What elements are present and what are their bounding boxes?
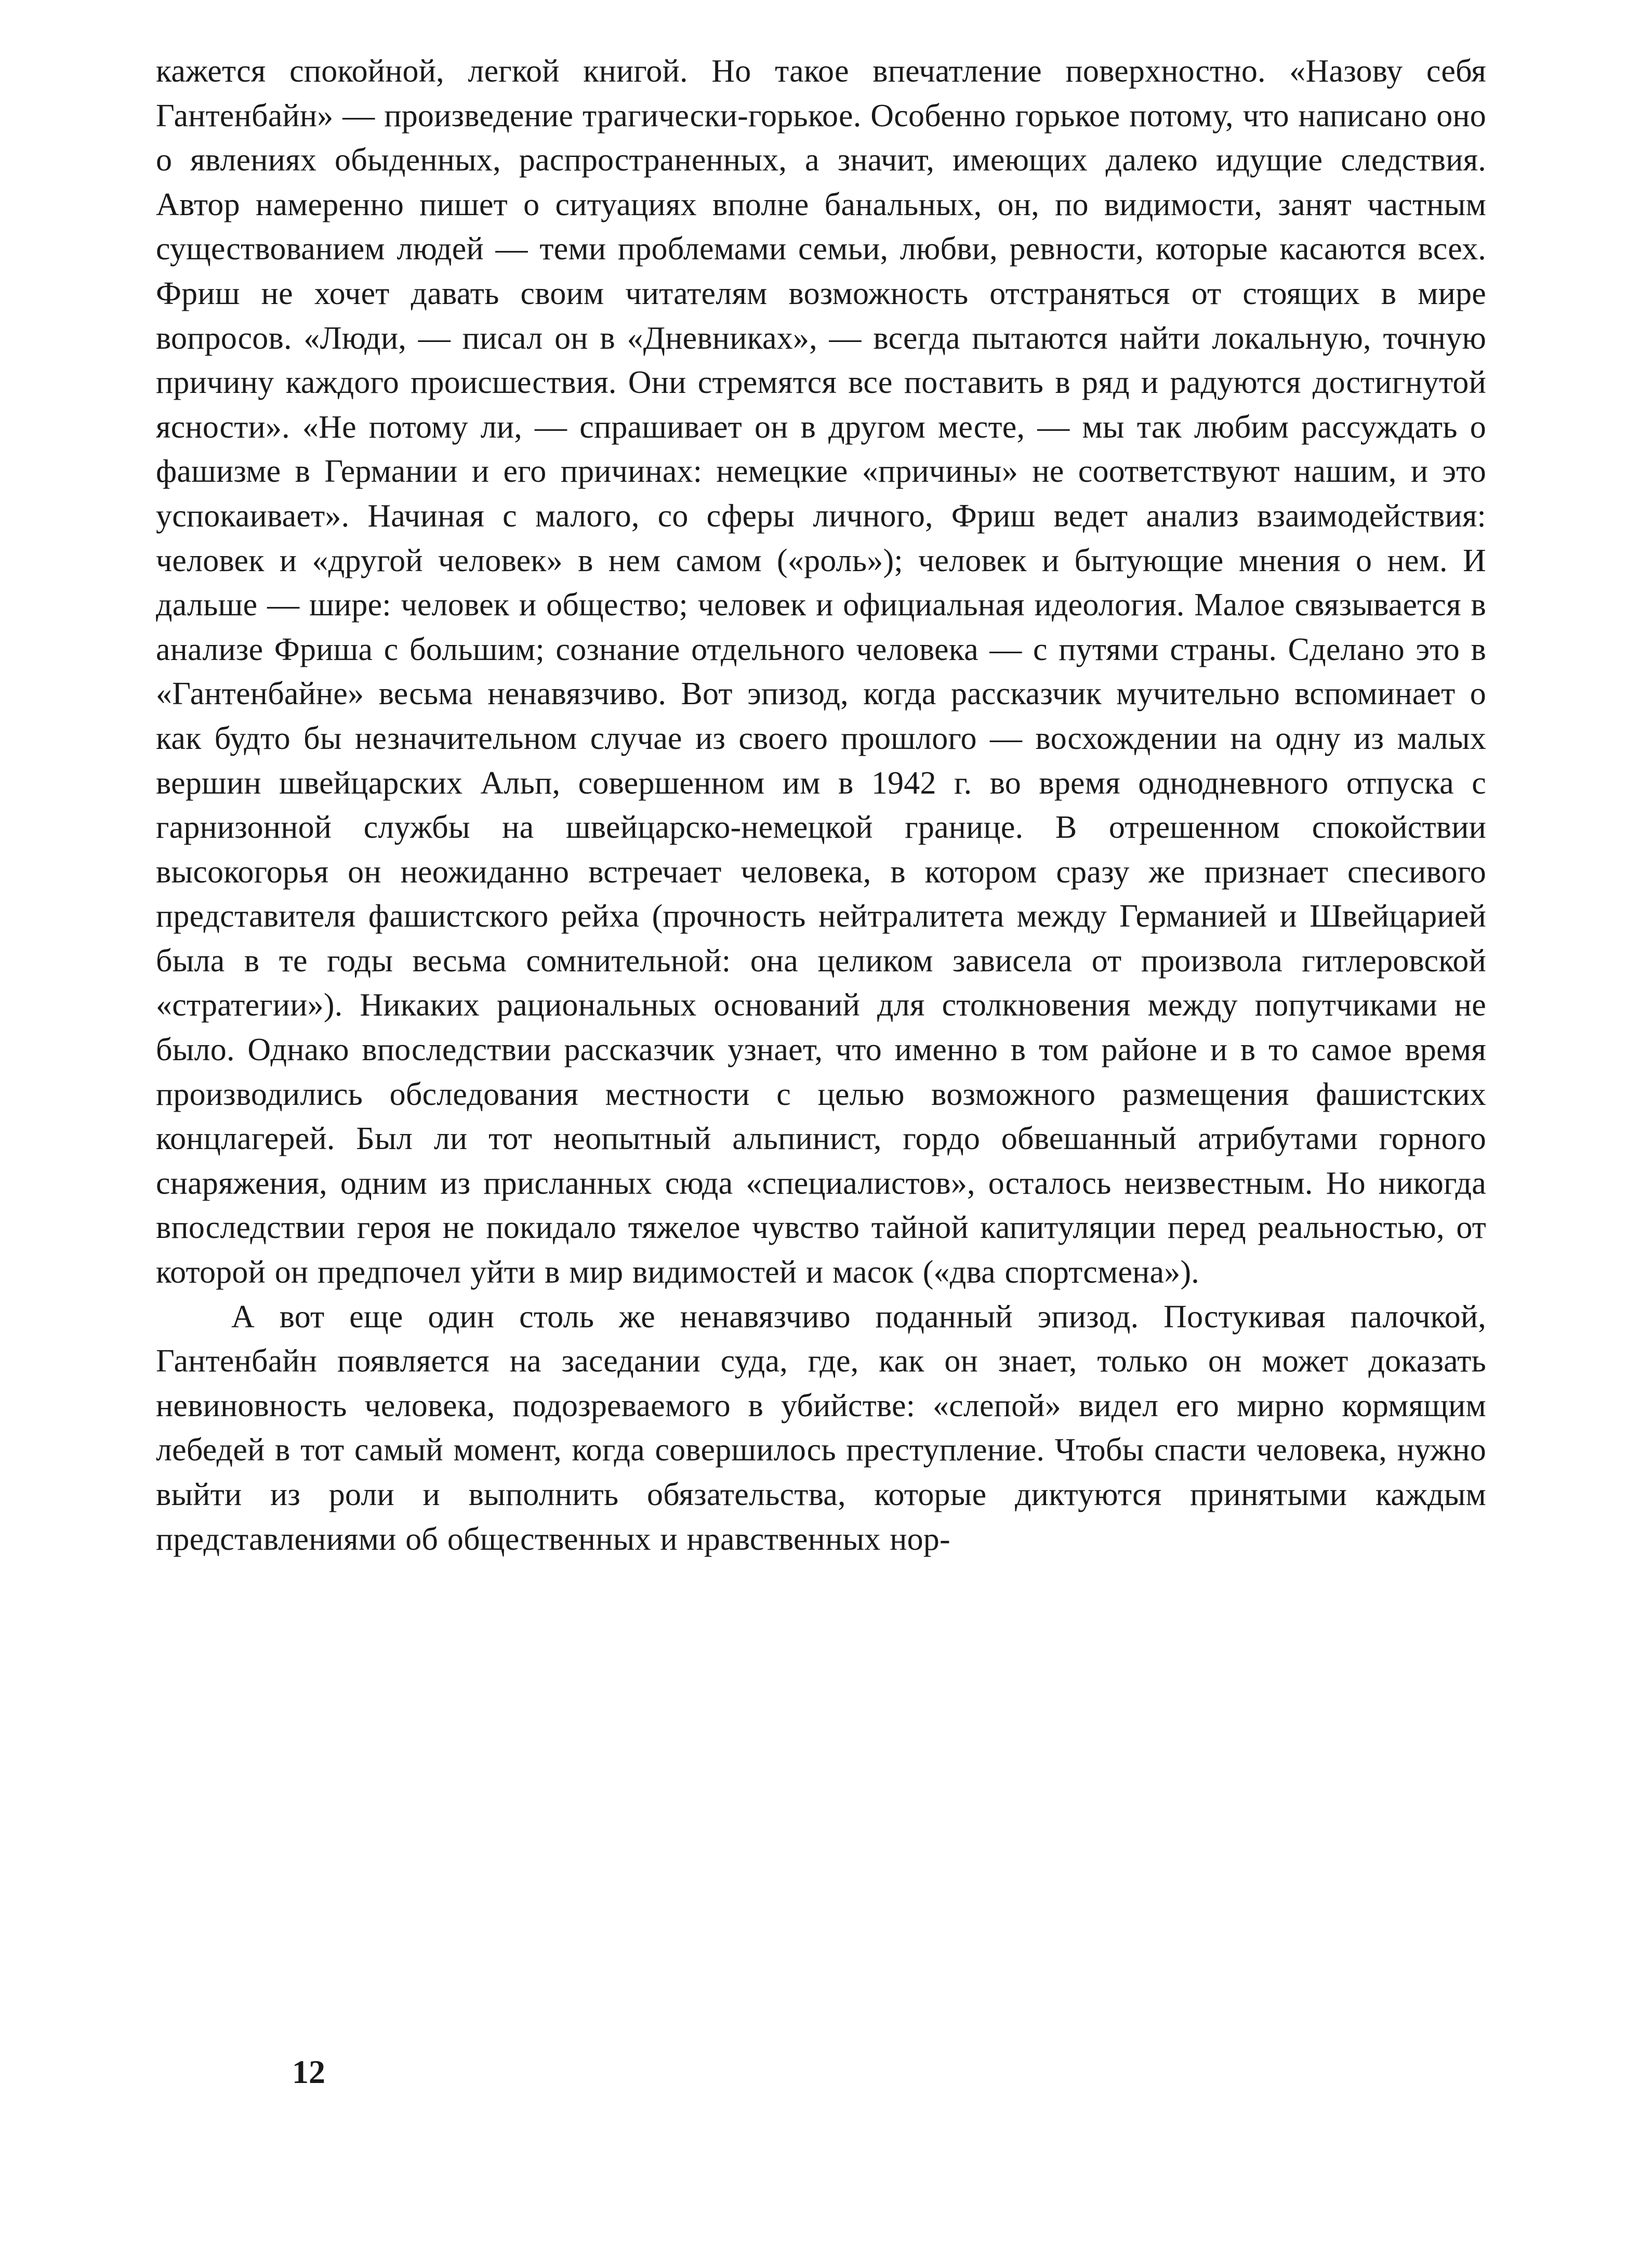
paragraph-1: кажется спокойной, легкой книгой. Но такое впечатление поверхностно. «Назову себя Гантенбайн» — произведение трагически-горькое. Особенно горькое потому, что написано оно о явлениях обыденных, распространенных, а значит, имеющих далеко идущие следствия. Автор намеренно пишет о ситуациях вполне банальных, он, по видимости, занят частным существованием людей — теми проблемами семьи, любви, ревности, которые касаются всех. Фриш не хочет давать своим читателям возможность отстраняться от стоящих в мире вопросов. «Люди, — писал он в «Дневниках», — всегда пытаются найти локальную, точную причину каждого происшествия. Они стремятся все поставить в ряд и радуются достигнутой ясности». «Не потому ли, — спрашивает он в другом месте, — мы так любим рассуждать о фашизме в Германии и его причинах: немецкие «причины» не соответствуют нашим, и это успокаивает». Начиная с малого, со сферы личного, Фриш ведет анализ взаимодействия: человек и «другой человек» в нем самом («роль»); человек и бытующие мнения о нем. И дальше — шире: человек и общество; человек и официальная идеология. Малое связывается в анализе Фриша с большим; сознание отдельного человека — с путями страны. Сделано это в «Гантенбайне» весьма ненавязчиво. Вот эпизод, когда рассказчик мучительно вспоминает о как будто бы незначительном случае из своего прошлого — восхождении на одну из малых вершин швейцарских Альп, совершенном им в 1942 г. во время однодневного отпуска с гарнизонной службы на швейцарско-немецкой границе. В отрешенном спокойствии высокогорья он неожиданно встречает человека, в котором сразу же признает спесивого представителя фашистского рейха (прочность нейтралитета между Германией и Швейцарией была в те годы весьма сомнительной: она целиком зависела от произвола гитлеровской «стратегии»). Никаких рациональных оснований для столкновения между попутчиками не было. Однако впоследствии рассказчик узнает, что именно в том районе и в то самое время производились обследования местности с целью возможного размещения фашистских концлагерей. Был ли тот неопытный альпинист, гордо обвешанный атрибутами горного снаряжения, одним из присланных сюда «специалистов», осталось неизвестным. Но никогда впоследствии героя не покидало тяжелое чувство тайной капитуляции перед реальностью, от которой он предпочел уйти в мир видимостей и масок («два спортсмена»).	[156, 54, 1486, 1290]
page-body	[156, 49, 1486, 1562]
paragraph-2: А вот еще один столь же ненавязчиво поданный эпизод. Постукивая палочкой, Гантенбайн появляется на заседании суда, где, как он знает, только он может доказать невиновность человека, подозреваемого в убийстве: «слепой» видел его мирно кормящим лебедей в тот самый момент, когда совершилось преступление. Чтобы спасти человека, нужно выйти из роли и выполнить обязательства, которые диктуются принятыми каждым представлениями об общественных и нравственных нор-	[156, 1299, 1486, 1557]
page-number: 12	[292, 2053, 325, 2090]
